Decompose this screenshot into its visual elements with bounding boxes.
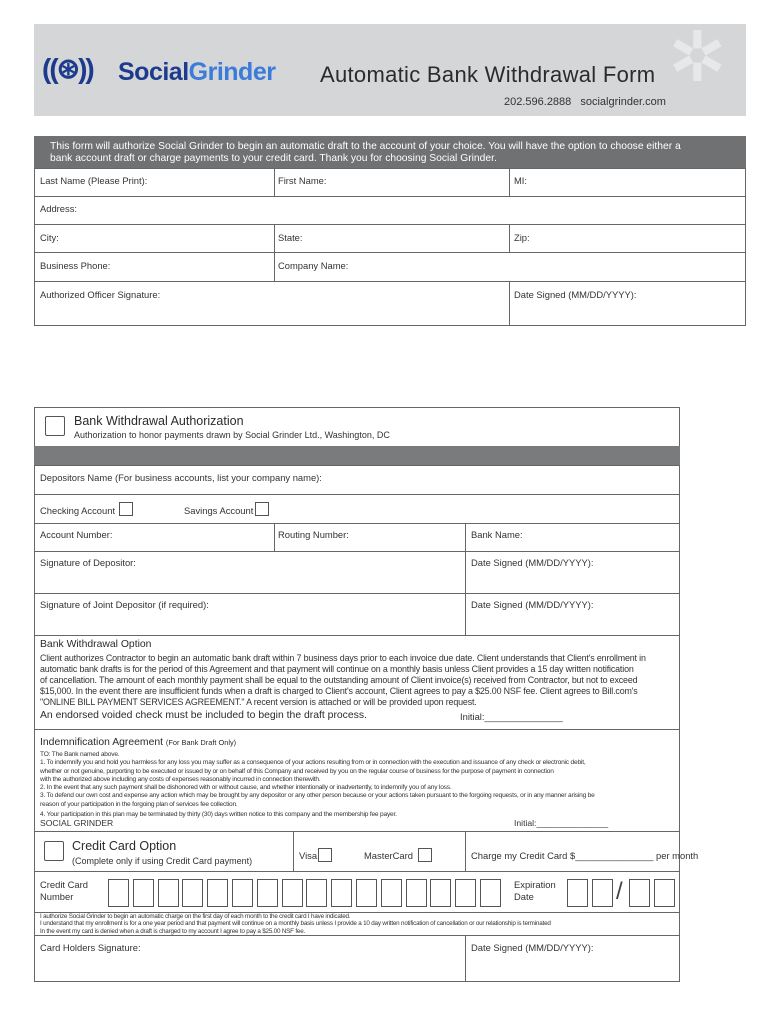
city-field[interactable] <box>34 224 275 253</box>
mi-field[interactable] <box>509 168 746 197</box>
depositors-name-label: Depositors Name (For business accounts, list your company name): <box>40 472 322 483</box>
checking-account-checkbox[interactable] <box>119 502 133 516</box>
exp-year-cell-1[interactable] <box>629 879 650 907</box>
withdrawal-option-title: Bank Withdrawal Option <box>40 639 152 650</box>
expiration-slash: / <box>616 878 623 905</box>
option-line-3: of cancellation. The amount of each monthly payment shall be equal to the outstanding amount of Client invoice(s) received from Contractor, but not to exceed <box>40 675 638 685</box>
indemnification-title-text: Indemnification Agreement <box>40 737 164 748</box>
mastercard-label: MasterCard <box>364 850 413 861</box>
business-phone-label: Business Phone: <box>40 260 111 271</box>
card-number-cell[interactable] <box>108 879 129 907</box>
phone-number: 202.596.2888 <box>504 96 572 108</box>
card-holder-signature-label: Card Holders Signature: <box>40 942 141 953</box>
brand-name-left: Social <box>118 58 189 86</box>
zip-field[interactable] <box>509 224 746 253</box>
expiration-label-2: Date <box>514 891 534 902</box>
indemnification-title <box>40 737 236 748</box>
zip-label: Zip: <box>514 232 530 243</box>
officer-signature-field[interactable] <box>34 281 510 326</box>
intro-line-1: This form will authorize Social Grinder to begin an automatic draft to the account of your choice. You will have the option to choose either a <box>50 141 681 152</box>
card-number-label-2: Number <box>40 891 74 902</box>
credit-auth-line-1: I authorize Social Grinder to begin an automatic charge on the first day of each month to the credit card I have indicated. <box>40 913 351 920</box>
account-number-label: Account Number: <box>40 529 113 540</box>
form-title: Automatic Bank Withdrawal Form <box>320 62 656 87</box>
joint-signature-label: Signature of Joint Depositor (if required): <box>40 599 209 610</box>
voided-check-note: An endorsed voided check must be included to begin the draft process. <box>40 710 367 721</box>
exp-month-cell-1[interactable] <box>567 879 588 907</box>
officer-date-field[interactable] <box>509 281 746 326</box>
indemnification-line-5: 3. To defend our own cost and expense any action which may be brought by any depositor or any other person because or your actions taken pursuant to the forgoing requests, or in any manner arising be <box>40 792 595 800</box>
indemnification-text <box>40 751 680 819</box>
bank-name-label: Bank Name: <box>471 529 523 540</box>
checking-account-label: Checking Account <box>40 505 116 516</box>
officer-signature-label: Authorized Officer Signature: <box>40 289 161 300</box>
last-name-label: Last Name (Please Print): <box>40 175 148 186</box>
contact-info <box>504 96 666 108</box>
card-holder-date-label: Date Signed (MM/DD/YYYY): <box>471 942 594 953</box>
savings-account-checkbox[interactable] <box>255 502 269 516</box>
credit-auth-line-3: In the event my card is denied when a draft is charged to my account I agree to pay a $25.00 NSF fee. <box>40 927 306 935</box>
intro-line-2: bank account draft or charge payments to your credit card. Thank you for choosing Social Grinder. <box>50 152 497 164</box>
joint-date-label: Date Signed (MM/DD/YYYY): <box>471 599 594 610</box>
indemnification-company: SOCIAL GRINDER <box>40 818 114 828</box>
option-line-4: $15,000. In the event there are insufficient funds when a draft is charged to Client's account, Client agrees to pay a $25.00 NSF fee. Client agrees to Bill.com's <box>40 686 638 696</box>
first-name-label: First Name: <box>278 175 327 186</box>
savings-account-label: Savings Account <box>184 505 254 516</box>
mastercard-checkbox[interactable] <box>418 848 432 862</box>
charge-amount-label: Charge my Credit Card $_______________ per month <box>471 850 699 861</box>
credit-auth-line-2: I understand that my enrollment is for a one year period and that payment will continue on a monthly basis unless I provide a 10 day written notification of cancellation or our relationship is terminated <box>40 920 551 928</box>
withdrawal-option-text <box>40 653 678 708</box>
option-initial-field[interactable]: Initial:_______________ <box>460 711 563 722</box>
card-number-cell[interactable] <box>257 879 278 907</box>
card-number-cell[interactable] <box>455 879 476 907</box>
card-number-cell[interactable] <box>406 879 427 907</box>
credit-authorization-text <box>40 913 680 935</box>
card-number-cell[interactable] <box>207 879 228 907</box>
option-line-2: automatic bank drafts is for the period of this Agreement and that payment will continue on a monthly basis unless Client provides a 15 day written notification <box>40 664 634 674</box>
address-label: Address: <box>40 203 77 214</box>
expiration-label-1: Expiration <box>514 879 556 890</box>
website: socialgrinder.com <box>580 96 666 108</box>
card-number-label <box>40 879 88 903</box>
watermark-logo-icon: ✲ <box>668 18 727 96</box>
state-field[interactable] <box>274 224 510 253</box>
exp-year-cell-2[interactable] <box>654 879 675 907</box>
indemnification-line-2: whether or not genuine, purporting to be executed or issued by or on behalf of this Company and received by you on the regular course of business for the purpose of payment in connection <box>40 767 554 775</box>
company-name-label: Company Name: <box>278 260 349 271</box>
card-number-cell[interactable] <box>133 879 154 907</box>
credit-card-title: Credit Card Option <box>72 839 177 853</box>
credit-card-subtitle: (Complete only if using Credit Card payment) <box>72 856 253 866</box>
card-number-cell[interactable] <box>232 879 253 907</box>
indemnification-line-1: 1. To indemnify you and hold you harmless for any loss you may suffer as a consequence of your actions resulting from or in connection with the execution and issuance of any check or electronic debit, <box>40 759 586 767</box>
visa-label: Visa <box>299 850 318 861</box>
card-number-cell[interactable] <box>158 879 179 907</box>
indemnification-initial-field[interactable]: Initial:_______________ <box>514 818 609 828</box>
card-number-cell[interactable] <box>331 879 352 907</box>
option-line-1: Client authorizes Contractor to begin an automatic bank draft within 7 business days prior to each invoice due date. Client understands that Client's enrollment in <box>40 653 646 663</box>
address-field[interactable] <box>34 196 746 225</box>
card-number-cell[interactable] <box>182 879 203 907</box>
city-label: City: <box>40 232 59 243</box>
card-number-cell[interactable] <box>282 879 303 907</box>
depositor-date-label: Date Signed (MM/DD/YYYY): <box>471 557 594 568</box>
indemnification-to: TO: The Bank named above. <box>40 751 120 758</box>
card-number-cell[interactable] <box>480 879 501 907</box>
indemnification-line-3: with the authorized above including any costs of expenses reasonably incurred in connection therewith. <box>40 775 321 783</box>
bank-section-subtitle: Authorization to honor payments drawn by Social Grinder Ltd., Washington, DC <box>74 430 390 440</box>
bank-section-divider <box>34 446 680 465</box>
card-number-cell[interactable] <box>306 879 327 907</box>
indemnification-line-6: reason of your participation in the forgoing plan of services fee collection. <box>40 800 238 808</box>
expiration-label <box>514 879 556 903</box>
brand-name-right: Grinder <box>188 58 276 86</box>
intro-text <box>50 141 730 164</box>
mi-label: MI: <box>514 175 528 186</box>
card-number-cell[interactable] <box>356 879 377 907</box>
state-label: State: <box>278 232 303 243</box>
indemnification-line-7: 4. Your participation in this plan may be terminated by thirty (30) days written notice to this company and the membership fee payer. <box>40 811 397 819</box>
credit-card-option-checkbox[interactable] <box>44 841 64 861</box>
card-number-cell[interactable] <box>430 879 451 907</box>
bank-withdrawal-checkbox[interactable] <box>45 416 65 436</box>
brand-name <box>118 58 275 87</box>
card-number-cell[interactable] <box>381 879 402 907</box>
depositor-signature-label: Signature of Depositor: <box>40 557 136 568</box>
visa-checkbox[interactable] <box>318 848 332 862</box>
routing-number-label: Routing Number: <box>278 529 349 540</box>
exp-month-cell-2[interactable] <box>592 879 613 907</box>
bank-section-title: Bank Withdrawal Authorization <box>74 414 244 428</box>
card-number-label-1: Credit Card <box>40 879 88 890</box>
indemnification-title-note: (For Bank Draft Only) <box>165 738 237 747</box>
social-grinder-logo-icon: ((⊛)) <box>42 53 93 84</box>
officer-date-label: Date Signed (MM/DD/YYYY): <box>514 289 637 300</box>
option-line-5: "ONLINE BILL PAYMENT SERVICES AGREEMENT." A recent version is attached or will be provided upon request. <box>40 697 477 707</box>
indemnification-line-4: 2. In the event that any such payment shall be dishonored with or without cause, and whether intentionally or inadvertently, to indemnify you of any loss. <box>40 784 452 792</box>
